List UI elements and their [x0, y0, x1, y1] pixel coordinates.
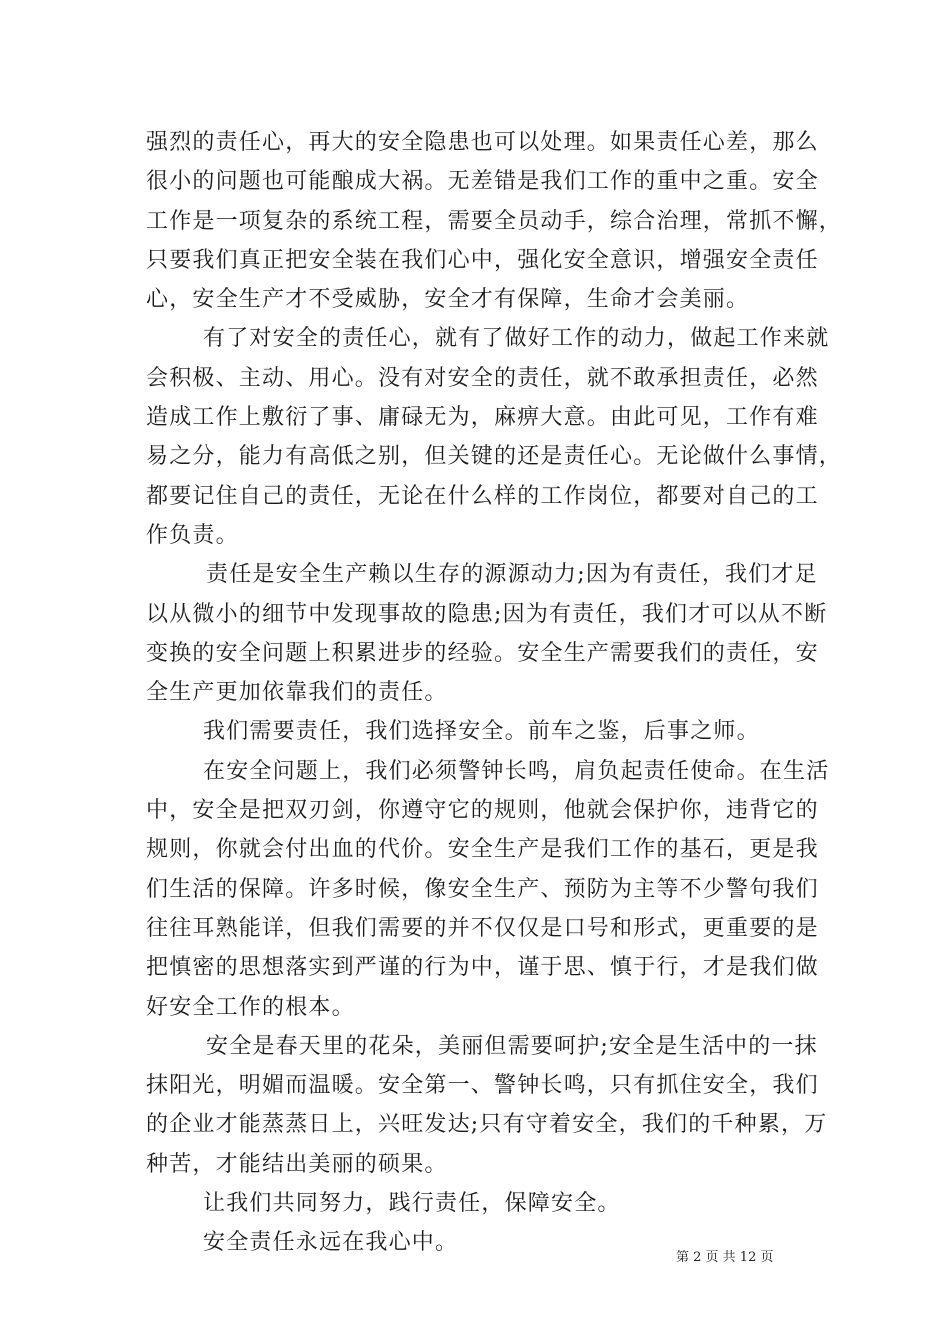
text-line: 中，安全是把双刃剑，你遵守它的规则，他就会保护你，违背它的: [146, 798, 819, 824]
text-line: 种苦，才能结出美丽的硕果。: [146, 1151, 448, 1177]
text-line: 以从微小的细节中发现事故的隐患;因为有责任，我们才可以从不断: [146, 601, 828, 627]
text-line: 们生活的保障。许多时候，像安全生产、预防为主等不少警句我们: [146, 876, 819, 902]
text-line: 在安全问题上，我们必须警钟长鸣，肩负起责任使命。在生活: [203, 758, 830, 784]
document-body: [146, 123, 843, 1263]
page-number: 第 2 页 共 12 页: [676, 1250, 774, 1265]
text-line: 工作是一项复杂的系统工程，需要全员动手，综合治理，常抓不懈，: [146, 208, 843, 234]
text-line: 的企业才能蒸蒸日上，兴旺发达;只有守着安全，我们的千种累，万: [146, 1112, 828, 1138]
text-line: 让我们共同努力，践行责任，保障安全。: [203, 1191, 621, 1217]
text-line: 全生产更加依靠我们的责任。: [146, 680, 448, 706]
text-line: 心，安全生产才不受威胁，安全才有保障，生命才会美丽。: [146, 287, 750, 313]
text-line: 都要记住自己的责任，无论在什么样的工作岗位，都要对自己的工: [146, 483, 819, 509]
text-line: 有了对安全的责任心，就有了做好工作的动力，做起工作来就: [203, 326, 830, 352]
text-line: 安全责任永远在我心中。: [203, 1230, 459, 1256]
text-line: 只要我们真正把安全装在我们心中，强化安全意识，增强安全责任: [146, 247, 819, 273]
text-line: 好安全工作的根本。: [146, 994, 355, 1020]
text-line: 规则，你就会付出血的代价。安全生产是我们工作的基石，更是我: [146, 837, 819, 863]
text-line: 抹阳光，明媚而温暖。安全第一、警钟长鸣，只有抓住安全，我们: [146, 1073, 819, 1099]
text-line: 会积极、主动、用心。没有对安全的责任，就不敢承担责任，必然: [146, 365, 819, 391]
text-line: 很小的问题也可能酿成大祸。无差错是我们工作的重中之重。安全: [146, 169, 819, 195]
text-line: 责任是安全生产赖以生存的源源动力;因为有责任，我们才足: [206, 562, 818, 588]
text-line: 往往耳熟能详，但我们需要的并不仅仅是口号和形式，更重要的是: [146, 915, 819, 941]
text-line: 作负责。: [146, 522, 239, 548]
text-line: 安全是春天里的花朵，美丽但需要呵护;安全是生活中的一抹: [206, 1033, 818, 1059]
text-line: 造成工作上敷衍了事、庸碌无为，麻痹大意。由此可见，工作有难: [146, 405, 819, 431]
text-line: 我们需要责任，我们选择安全。前车之鉴，后事之师。: [203, 719, 760, 745]
text-line: 把慎密的思想落实到严谨的行为中，谨于思、慎于行，才是我们做: [146, 955, 819, 981]
text-line: 强烈的责任心，再大的安全隐患也可以处理。如果责任心差，那么: [146, 130, 819, 155]
text-line: 易之分，能力有高低之别，但关键的还是责任心。无论做什么事情，: [146, 444, 843, 470]
text-line: 变换的安全问题上积累进步的经验。安全生产需要我们的责任，安: [146, 640, 819, 666]
